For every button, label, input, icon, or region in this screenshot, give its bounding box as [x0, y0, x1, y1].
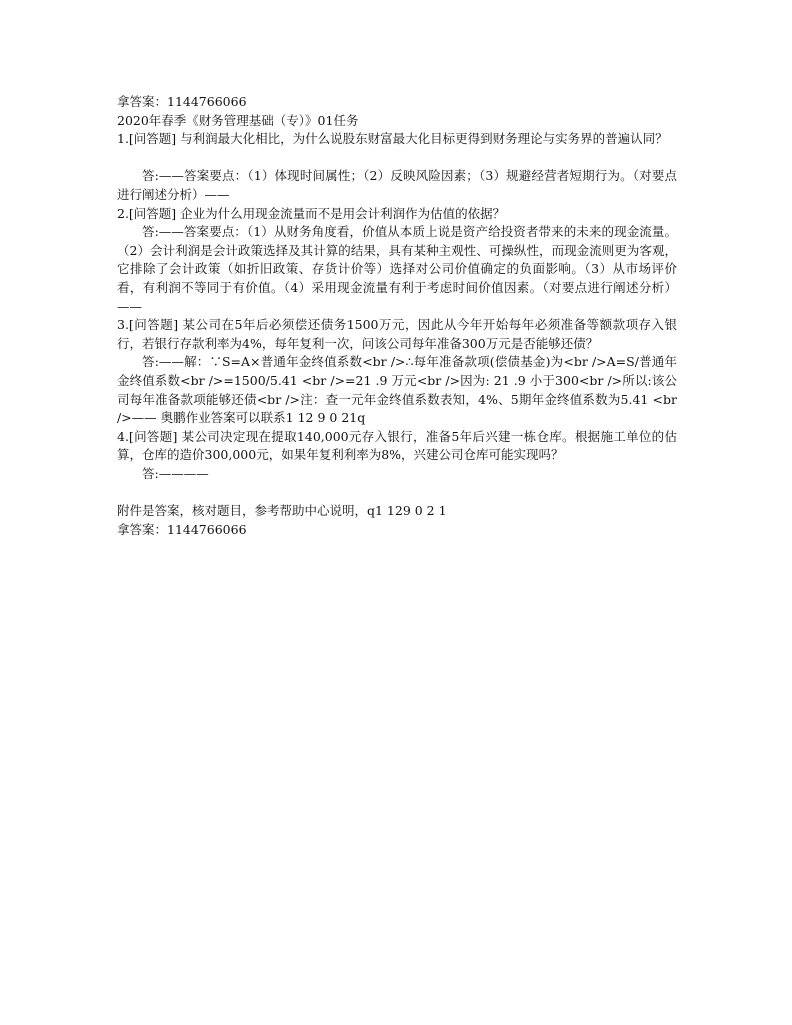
footer-note: 附件是答案，核对题目，参考帮助中心说明，q1 129 0 2 1: [117, 503, 447, 519]
question-1: 1.[问答题] 与利润最大化相比，为什么说股东财富最大化目标更得到财务理论与实务界的普遍认同？: [117, 131, 668, 147]
answer-4: 答:————: [142, 465, 209, 481]
document-title: 2020年春季《财务管理基础（专）》01任务: [117, 112, 359, 128]
answer-1: 答:——答案要点：（1）体现时间属性；（2）反映风险因素；（3）规避经营者短期行为。（对要点进行阐述分析）——: [117, 168, 677, 202]
question-3: 3.[问答题] 某公司在5年后必须偿还债务1500万元，因此从今年开始每年必须准备等额款项存入银行，若银行存款利率为4%，每年复利一次，问该公司每年准备300万元是否能够还债？: [117, 317, 677, 351]
spacer: [117, 149, 677, 168]
contact-bottom: 拿答案：1144766066: [117, 521, 247, 537]
question-2: 2.[问答题] 企业为什么用现金流量而不是用会计利润作为估值的依据？: [117, 205, 506, 221]
contact-top: 拿答案：1144766066: [117, 94, 247, 109]
document-page: [117, 93, 677, 539]
answer-3: 答:——解：∵S=A×普通年金终值系数<br />∴每年准备款项(偿债基金)为<br />A=S/普通年金终值系数<br />=1500/5.41 <br />=21 .9 万元<br />因为: 21 .9 小于300<br />所以:该公司每年准备款项能够还债<br />注：查一元年金终值系数表知，4%、5期年金终值系数为5.41 <br />—— 奥鹏作业答案可以联系1 12 9 0 21q: [117, 354, 677, 426]
answer-2: 答:——答案要点：（1）从财务角度看，价值从本质上说是资产给投资者带来的未来的现金流量。（2）会计利润是会计政策选择及其计算的结果，具有某种主观性、可操纵性，而现金流则更为客观，它排除了会计政策（如折旧政策、存货计价等）选择对公司价值确定的负面影响。（3）从市场评价看，有利润不等同于有价值。（4）采用现金流量有利于考虑时间价值因素。（对要点进行阐述分析）——: [117, 224, 677, 314]
question-4: 4.[问答题] 某公司决定现在提取140,000元存入银行，准备5年后兴建一栋仓库。根据施工单位的估算，仓库的造价300,000元，如果年复利利率为8%，兴建公司仓库可能实现吗？: [117, 428, 677, 463]
spacer: [117, 483, 677, 502]
